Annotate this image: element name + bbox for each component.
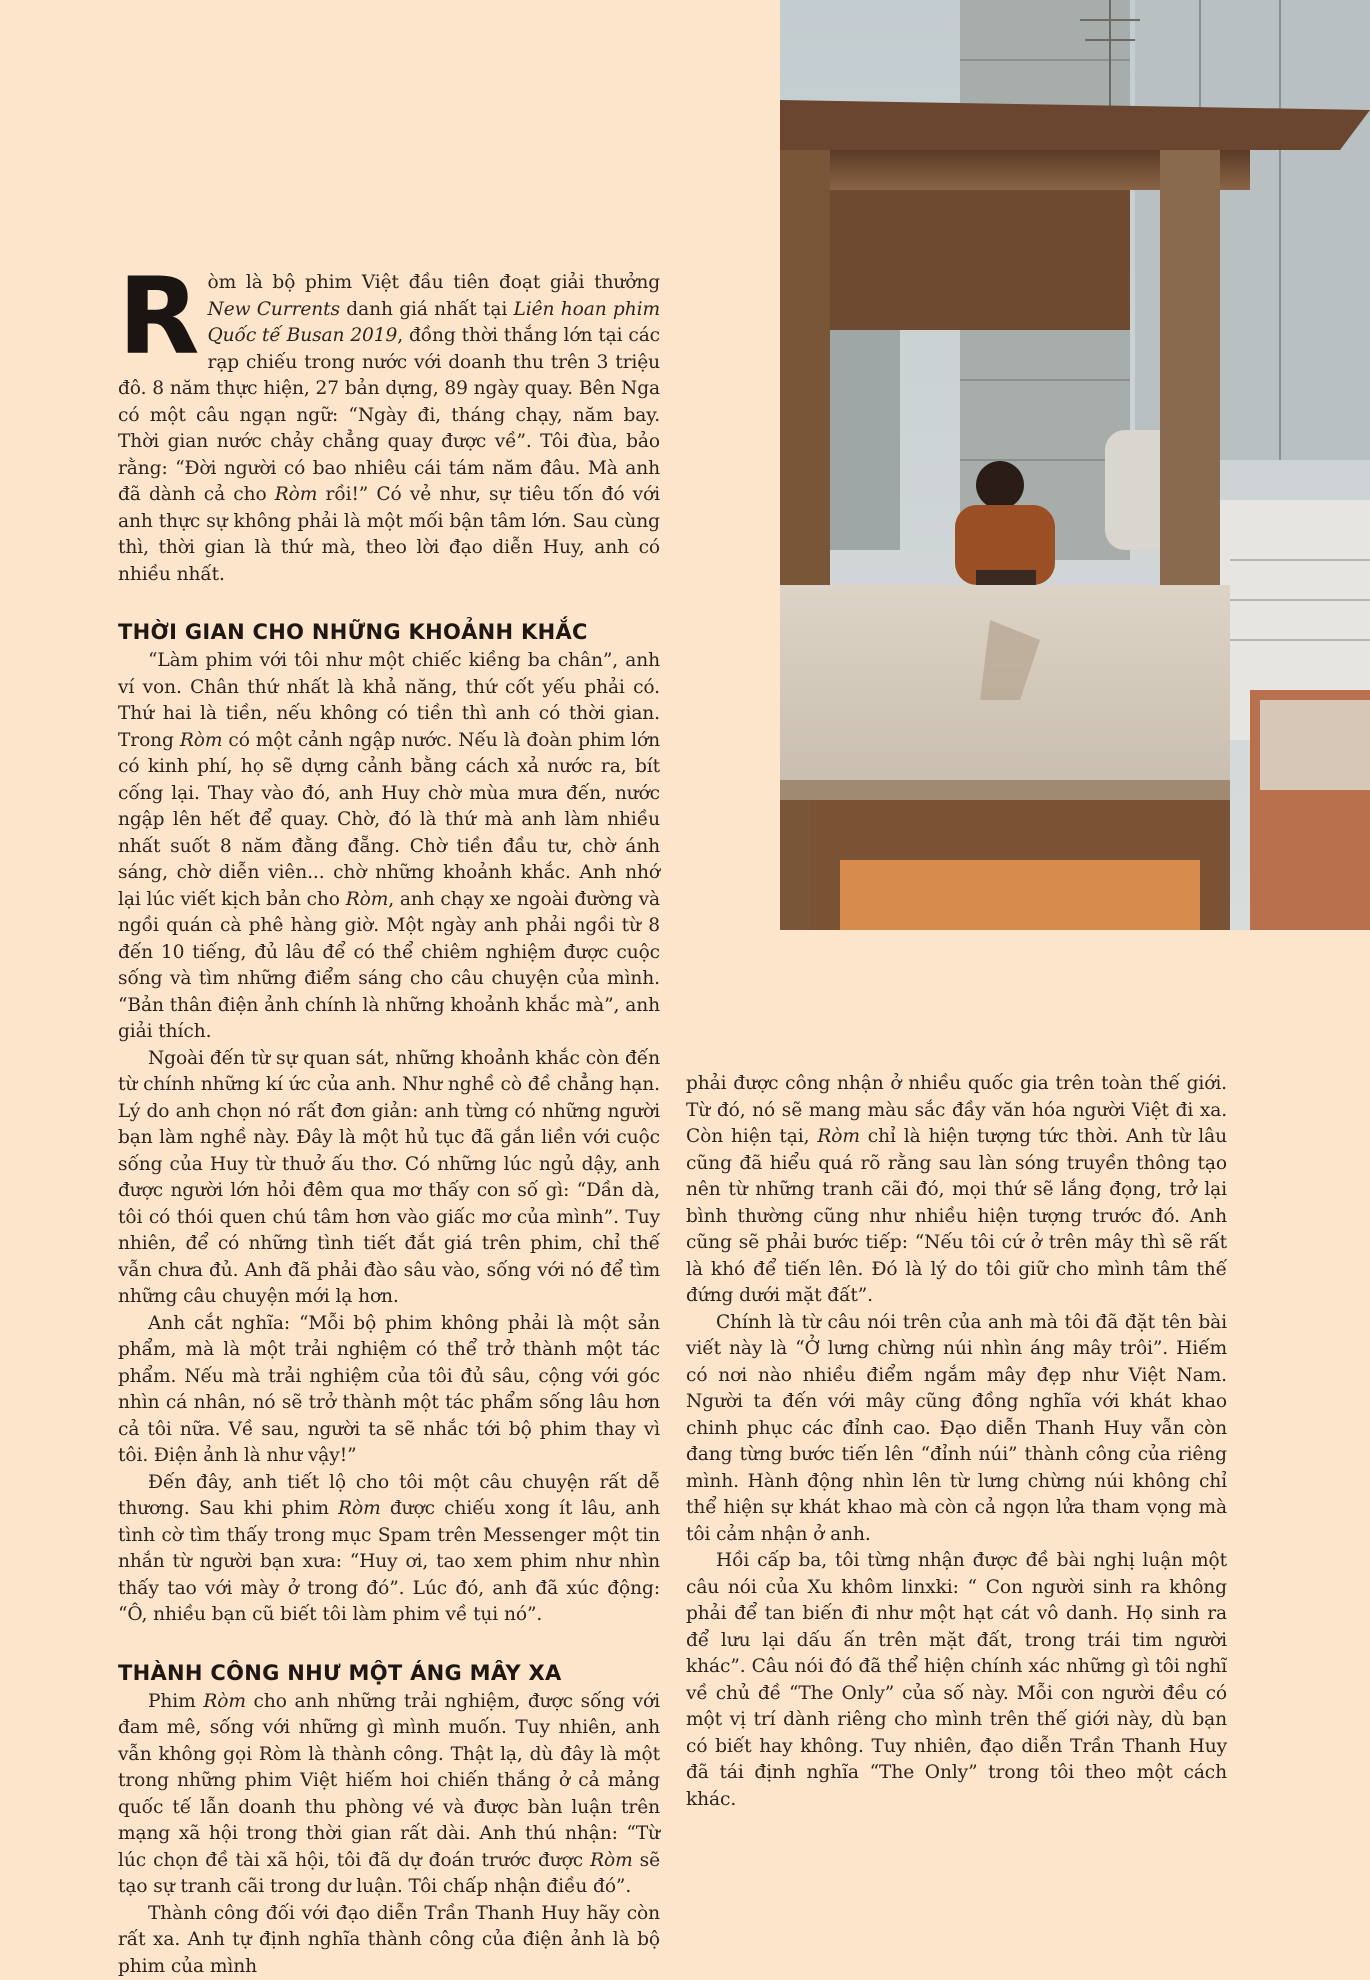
paragraph (118, 1311, 660, 1470)
section-heading-success: THÀNH CÔNG NHƯ MỘT ÁNG MÂY XA (118, 1659, 660, 1687)
italic-text: Liên hoan phim Quốc tế Busan 2019 (208, 299, 660, 347)
text-run: sẽ tạo sự tranh cãi trong dư luận. Tôi chấp nhận điều đó”. (118, 1850, 660, 1898)
text-run: Anh cắt nghĩa: “Mỗi bộ phim không phải là một sản phẩm, mà là một trải nghiệm có thể trở thành một tác phẩm. Nếu mà trải nghiệm của tôi đủ sâu, cộng với góc nhìn cá nhân, nó sẽ trở thành một tác phẩm sống lâu hơn cả tôi nữa. Về sau, người ta sẽ nhắc tới bộ phim thay vì tôi. Điện ảnh là như vậy!” (118, 1313, 660, 1467)
text-run: có một cảnh ngập nước. Nếu là đoàn phim lớn có kinh phí, họ sẽ dựng cảnh bằng cách xả nước ra, bít cống lại. Thay vào đó, anh Huy chờ mùa mưa đến, nước ngập lên hết để quay. Chờ, đó là thứ mà anh làm nhiều nhất suốt 8 năm đằng đẵng. Chờ tiền đầu tư, chờ ánh sáng, chờ diễn viên... chờ những khoảnh khắc. Anh nhớ lại lúc viết kịch bản cho (118, 730, 660, 910)
text-run: được chiếu xong ít lâu, anh tình cờ tìm thấy trong mục Spam trên Messenger một tin nhắn từ người bạn xưa: “Huy ơi, tao xem phim như nhìn thấy tao với mày ở trong đó”. Lúc đó, anh đã xúc động: “Ô, nhiều bạn cũ biết tôi làm phim về tụi nó”. (118, 1498, 660, 1625)
drop-cap: R (118, 276, 200, 358)
text-run: , anh chạy xe ngoài đường và ngồi quán cà phê hàng giờ. Một ngày anh phải ngồi từ 8 đến 10 tiếng, đủ lâu để có thể chiêm nghiệm được cuộc sống và tìm những điểm sáng cho câu chuyện của mình. “Bản thân điện ảnh chính là những khoảnh khắc mà”, anh giải thích. (118, 889, 660, 1043)
intro-paragraph (118, 270, 660, 588)
text-run: òm là bộ phim Việt đầu tiên đoạt giải thưởng (208, 272, 660, 293)
text-run: chỉ là hiện tượng tức thời. Anh từ lâu cũng đã hiểu quá rõ rằng sau làn sóng truyền thông tạo nên từ những tranh cãi đó, mọi thứ sẽ lắng đọng, trở lại bình thường cũng như nhiều hiện tượng trước đó. Anh cũng sẽ phải bước tiếp: “Nếu tôi cứ ở trên mây thì sẽ rất là khó để tiến lên. Đó là lý do tôi giữ cho mình tâm thế đứng dưới mặt đất”. (686, 1126, 1227, 1306)
paragraph (118, 1470, 660, 1629)
italic-text: New Currents (208, 299, 340, 320)
italic-text: Ròm (590, 1850, 633, 1871)
italic-text: Ròm (346, 889, 389, 910)
paragraph (118, 1046, 660, 1311)
article-column-right (686, 1071, 1227, 1813)
text-run: danh giá nhất tại (340, 299, 514, 320)
text-run: Ngoài đến từ sự quan sát, những khoảnh khắc còn đến từ chính những kí ức của anh. Như nghề cò đề chẳng hạn. Lý do anh chọn nó rất đơn giản: anh từng có những người bạn làm nghề này. Đây là một hủ tục đã gắn liền với cuộc sống của Huy từ thuở ấu thơ. Có những lúc ngủ dậy, anh được người lớn hỏi đêm qua mơ thấy con số gì: “Dần dà, tôi có thói quen chú tâm hơn vào giấc mơ của mình”. Tuy nhiên, để có những tình tiết đắt giá trên phim, chỉ thế vẫn chưa đủ. Anh đã phải đào sâu vào, sống với nó để tìm những câu chuyện mới lạ hơn. (118, 1048, 660, 1308)
text-run: Thành công đối với đạo diễn Trần Thanh Huy hãy còn rất xa. Anh tự định nghĩa thành công của điện ảnh là bộ phim của mình (118, 1903, 660, 1977)
paragraph (118, 1689, 660, 1901)
italic-text: Ròm (203, 1691, 246, 1712)
article-column-left (118, 270, 660, 1980)
text-run: rồi!” Có vẻ như, sự tiêu tốn đó với anh thực sự không phải là một mối bận tâm lớn. Sau cùng thì, thời gian là thứ mà, theo lời đạo diễn Huy, anh có nhiều nhất. (118, 484, 660, 585)
paragraph (686, 1310, 1227, 1549)
balcony-photo-illustration (780, 0, 1370, 930)
italic-text: Ròm (180, 730, 223, 751)
text-run: phải được công nhận ở nhiều quốc gia trên toàn thế giới. Từ đó, nó sẽ mang màu sắc đầy văn hóa người Việt đi xa. Còn hiện tại, (686, 1073, 1227, 1147)
text-run: Chính là từ câu nói trên của anh mà tôi đã đặt tên bài viết này là “Ở lưng chừng núi nhìn áng mây trôi”. Hiếm có nơi nào nhiều điểm ngắm mây đẹp như Việt Nam. Người ta đến với mây cũng đồng nghĩa với khát khao chinh phục các đỉnh cao. Đạo diễn Thanh Huy vẫn còn đang từng bước tiến lên “đỉnh núi” thành công của riêng mình. Hành động nhìn lên từ lưng chừng núi không chỉ thể hiện sự khát khao mà còn cả ngọn lửa tham vọng mà tôi cảm nhận ở anh. (686, 1312, 1227, 1545)
italic-text: Ròm (275, 484, 318, 505)
paragraph (118, 1901, 660, 1980)
italic-text: Ròm (817, 1126, 860, 1147)
paragraph (118, 648, 660, 1046)
text-run: Phim (148, 1691, 203, 1712)
text-run: Đến đây, anh tiết lộ cho tôi một câu chuyện rất dễ thương. Sau khi phim (118, 1472, 660, 1520)
text-run: cho anh những trải nghiệm, được sống với đam mê, sống với những gì mình muốn. Tuy nhiên, anh vẫn không gọi Ròm là thành công. Thật lạ, dù đây là một trong những phim Việt hiếm hoi chiến thắng ở cả mảng quốc tế lẫn doanh thu phòng vé và được bàn luận trên mạng xã hội trong thời gian rất dài. Anh thú nhận: “Từ lúc chọn đề tài xã hội, tôi đã dự đoán trước được (118, 1691, 660, 1871)
paragraph-continued (686, 1071, 1227, 1310)
text-run: , đồng thời thắng lớn tại các rạp chiếu trong nước với doanh thu trên 3 triệu đô. 8 năm thực hiện, 27 bản dựng, 89 ngày quay. Bên Nga có một câu ngạn ngữ: “Ngày đi, tháng chạy, năm bay. Thời gian nước chảy chẳng quay được về”. Tôi đùa, bảo rằng: “Đời người có bao nhiêu cái tám năm đâu. Mà anh đã dành cả cho (118, 325, 660, 505)
italic-text: Ròm (338, 1498, 381, 1519)
feature-photo (780, 0, 1370, 930)
text-run: Hồi cấp ba, tôi từng nhận được đề bài nghị luận một câu nói của Xu khôm linxki: “ Con người sinh ra không phải để tan biến đi như một hạt cát vô danh. Họ sinh ra để lưu lại dấu ấn trên mặt đất, trong trái tim người khác”. Câu nói đó đã thể hiện chính xác những gì tôi nghĩ về chủ đề “The Only” của số này. Mỗi con người đều có một vị trí dành riêng cho mình trên thế giới này, dù bạn có biết hay không. Tuy nhiên, đạo diễn Trần Thanh Huy đã tái định nghĩa “The Only” trong tôi theo một cách khác. (686, 1550, 1227, 1810)
section-heading-time: THỜI GIAN CHO NHỮNG KHOẢNH KHẮC (118, 618, 660, 646)
paragraph (686, 1548, 1227, 1813)
text-run: “Làm phim với tôi như một chiếc kiềng ba chân”, anh ví von. Chân thứ nhất là khả năng, thứ cốt yếu phải có. Thứ hai là tiền, nếu không có tiền thì anh có thời gian. Trong (118, 650, 660, 751)
